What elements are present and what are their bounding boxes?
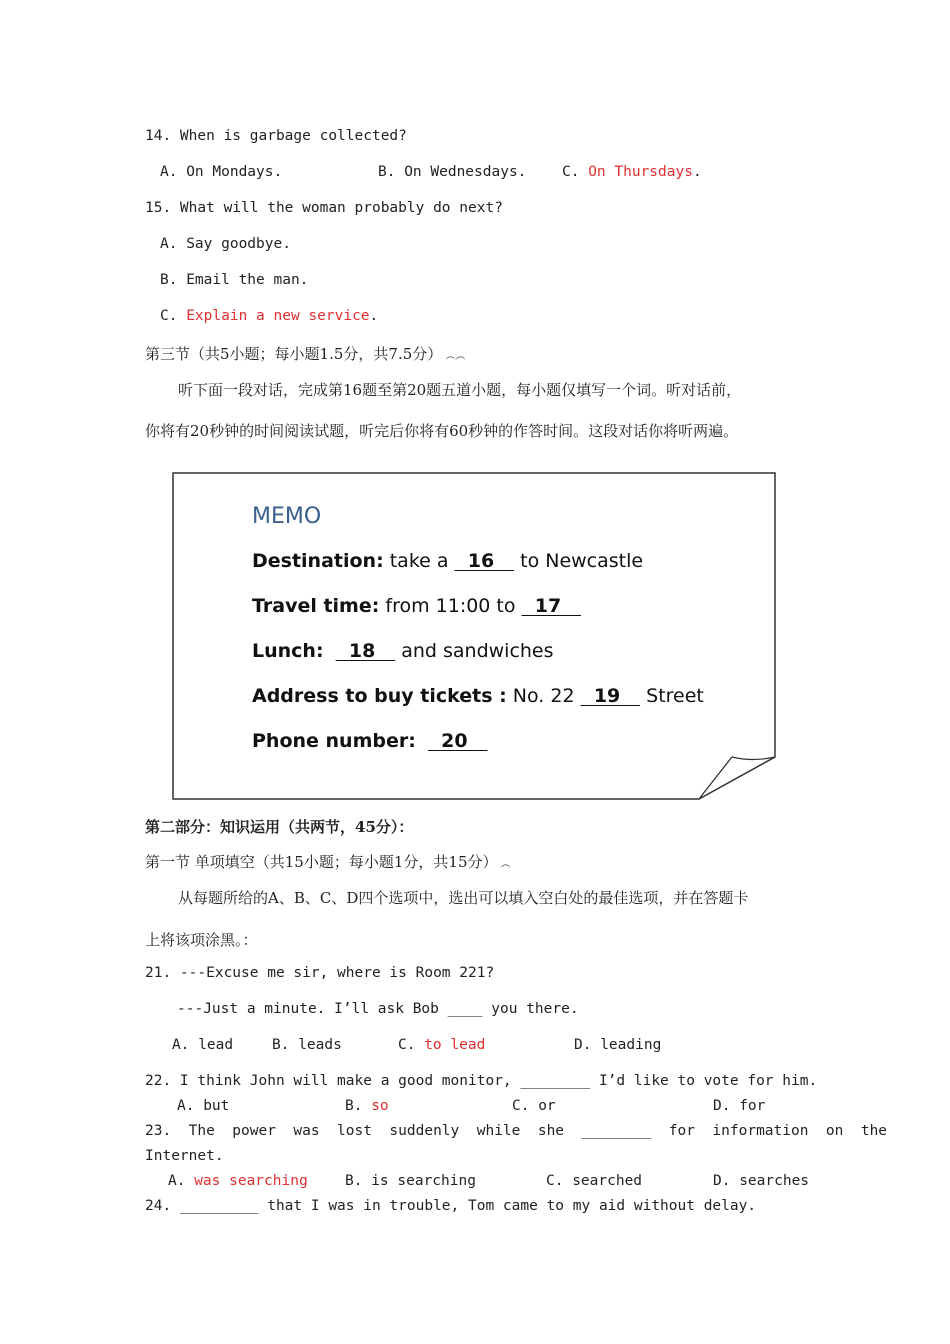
memo-title: MEMO (252, 504, 322, 529)
section3-title-text: 第三节（共5小题；每小题1.5分，共7.5分） (145, 345, 443, 363)
q14-option-a: A. On Mondays. (160, 164, 283, 180)
option-suffix: . (692, 164, 702, 180)
memo-label: Destination: (252, 550, 384, 572)
q24-stem: 24. _________ that I was in trouble, Tom came to my aid without delay. (145, 1198, 757, 1214)
answer-highlight: so (371, 1098, 389, 1114)
memo-label: Lunch: (252, 640, 324, 662)
option-prefix: C. (562, 164, 589, 180)
option-prefix: C. (160, 308, 187, 324)
part2-title: 第二部分：知识运用（共两节，45分）： (145, 818, 414, 836)
memo-text: take a (383, 550, 455, 572)
q23-stem-1: 23. The power was lost suddenly while she ________ for information on the (145, 1123, 888, 1139)
q23-stem-2: Internet. (145, 1148, 224, 1164)
q15-option-b: B. Email the man. (160, 272, 309, 288)
answer-highlight: to lead (424, 1037, 486, 1053)
memo-row-lunch (252, 640, 554, 662)
memo-box (172, 472, 775, 799)
q22-stem: 22. I think John will make a good monitor, ________ I’d like to vote for him. (145, 1073, 818, 1089)
memo-row-phone (252, 730, 487, 752)
memo-row-address (252, 685, 704, 707)
memo-blank-18: 18 (335, 640, 396, 662)
memo-label: Travel time: (252, 595, 380, 617)
q23-option-d: D. searches (713, 1173, 810, 1189)
q21-option-a: A. lead (172, 1037, 234, 1053)
memo-text: Street (640, 685, 704, 707)
part2-section1-title (145, 851, 511, 872)
answer-highlight: Explain a new service (186, 308, 370, 324)
memo-text (416, 730, 428, 752)
edit-mark-icon: ︵︵ (442, 351, 466, 362)
q22-option-c: C. or (512, 1098, 556, 1114)
section3-instruction-2: 你将有20秒钟的时间阅读试题，听完后你将有60秒钟的作答时间。这段对话你将听两遍。 (145, 422, 739, 440)
section3-instruction-1: 听下面一段对话，完成第16题至第20题五道小题，每小题仅填写一个词。听对话前， (178, 381, 742, 399)
memo-blank-20: 20 (427, 730, 488, 752)
section1-title-text: 第一节 单项填空（共15小题；每小题1分，共15分） (145, 853, 498, 871)
answer-highlight: On Thursdays (588, 164, 693, 180)
q21-option-d: D. leading (574, 1037, 662, 1053)
q21-stem-2: ---Just a minute. I’ll ask Bob ____ you there. (177, 1001, 579, 1017)
q22-option-d: D. for (713, 1098, 766, 1114)
option-suffix: . (369, 308, 379, 324)
edit-mark-icon: ︵ (497, 859, 511, 870)
q23-option-c: C. searched (546, 1173, 643, 1189)
part2-instruction-2: 上将该项涂黑。： (145, 931, 258, 949)
option-prefix: C. (398, 1037, 425, 1053)
q23-option-b: B. is searching (345, 1173, 476, 1189)
q22-option-a: A. but (177, 1098, 230, 1114)
q21-stem-1: 21. ---Excuse me sir, where is Room 221? (145, 965, 495, 981)
memo-text (324, 640, 336, 662)
q14-option-c (562, 164, 702, 180)
q15-stem: 15. What will the woman probably do next? (145, 200, 503, 216)
part2-instruction-1: 从每题所给的A、B、C、D四个选项中，选出可以填入空白处的最佳选项，并在答题卡 (178, 889, 749, 907)
memo-text: to Newcastle (514, 550, 644, 572)
memo-text: and sandwiches (395, 640, 554, 662)
option-prefix: B. (345, 1098, 372, 1114)
q22-option-b (345, 1098, 389, 1114)
answer-highlight: was searching (194, 1173, 308, 1189)
memo-blank-19: 19 (580, 685, 641, 707)
memo-blank-16: 16 (454, 550, 515, 572)
q14-option-b: B. On Wednesdays. (378, 164, 527, 180)
q23-option-a (168, 1173, 308, 1189)
memo-blank-17: 17 (521, 595, 582, 617)
q14-stem: 14. When is garbage collected? (145, 128, 407, 144)
section3-title (145, 343, 465, 364)
memo-text: No. 22 (506, 685, 581, 707)
q15-option-a: A. Say goodbye. (160, 236, 291, 252)
q21-option-b: B. leads (272, 1037, 342, 1053)
memo-label: Phone number: (252, 730, 416, 752)
memo-row-travel-time (252, 595, 581, 617)
memo-row-destination (252, 550, 643, 572)
memo-label: Address to buy tickets : (252, 685, 507, 707)
q15-option-c (160, 308, 378, 324)
option-prefix: A. (168, 1173, 195, 1189)
q21-option-c (398, 1037, 485, 1053)
memo-text: from 11:00 to (379, 595, 522, 617)
